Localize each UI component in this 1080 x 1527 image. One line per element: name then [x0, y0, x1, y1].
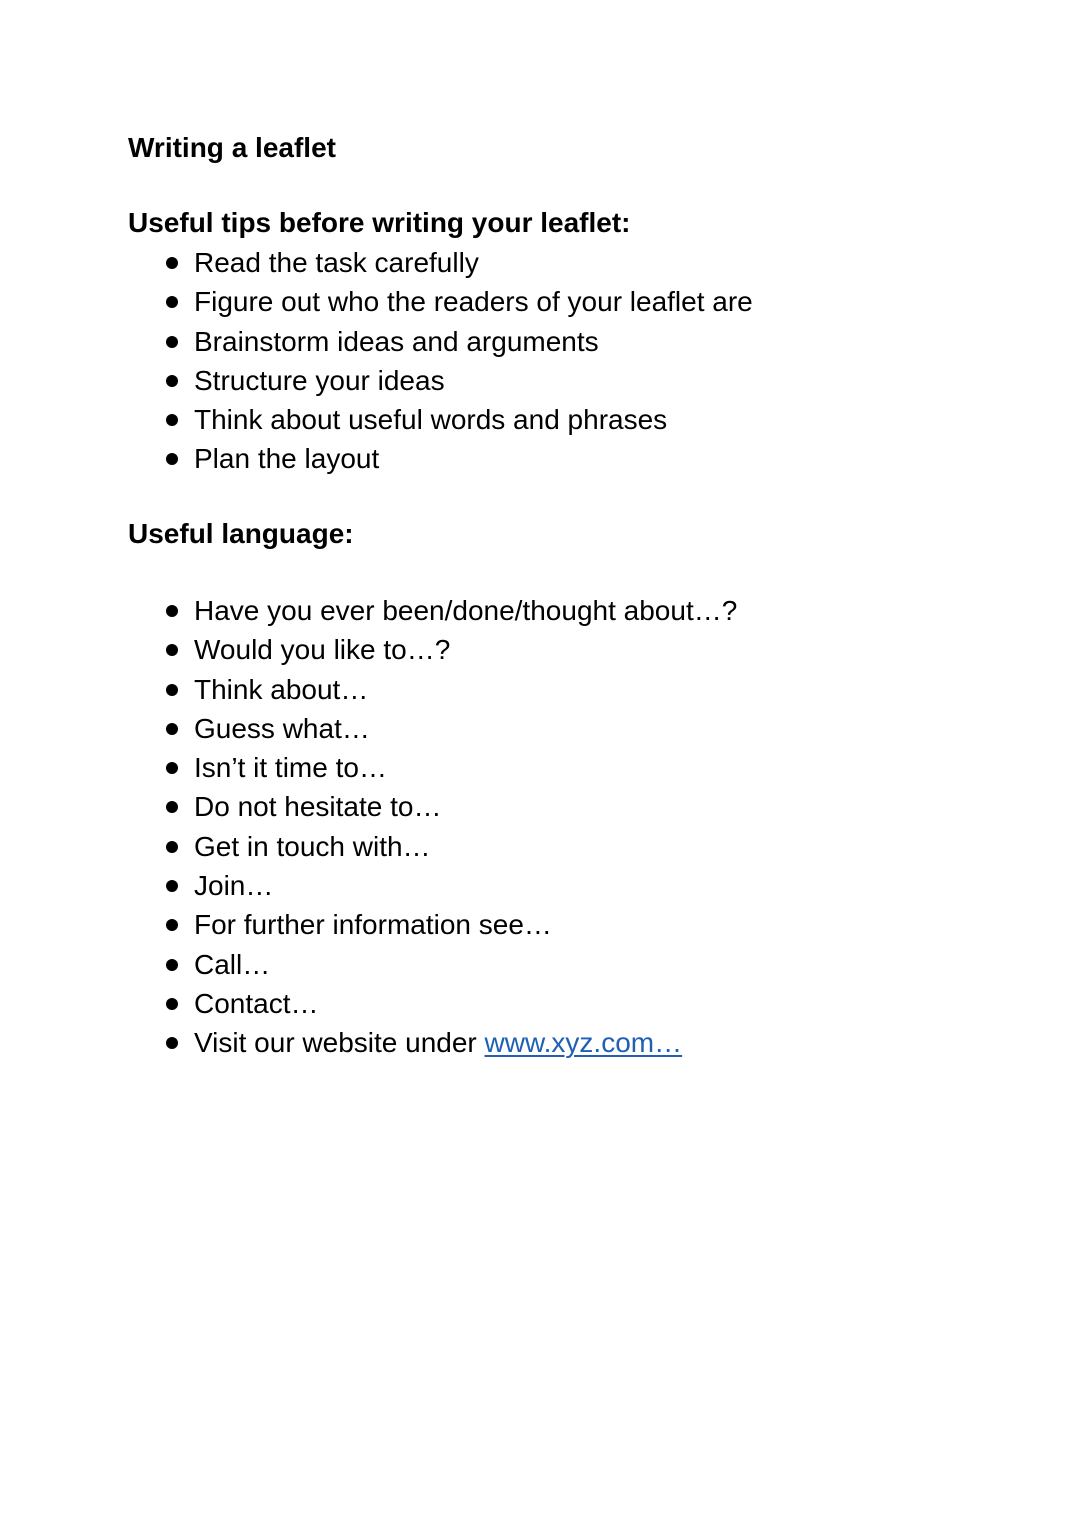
- list-item-text: Think about useful words and phrases: [194, 404, 668, 436]
- list-item-text: Figure out who the readers of your leaflet are: [194, 286, 753, 318]
- bullet-icon: [166, 257, 178, 269]
- list-item-text: Think about…: [194, 673, 369, 705]
- list-item: [158, 243, 753, 282]
- language-heading: Useful language:: [128, 518, 354, 549]
- bullet-icon: [166, 336, 178, 348]
- list-item: [158, 827, 737, 866]
- list-item-text: Visit our website under: [194, 1027, 485, 1059]
- list-item-text: Join…: [194, 870, 274, 902]
- bullet-icon: [166, 414, 178, 426]
- tips-list: [158, 243, 753, 479]
- bullet-icon: [166, 684, 178, 696]
- list-item-text: Call…: [194, 948, 271, 980]
- list-item-text: For further information see…: [194, 909, 552, 941]
- bullet-icon: [166, 762, 178, 774]
- bullet-icon: [166, 998, 178, 1010]
- list-item: [158, 787, 737, 826]
- bullet-icon: [166, 605, 178, 617]
- list-item-text: Contact…: [194, 987, 319, 1019]
- list-item: [158, 984, 737, 1023]
- document-title: Writing a leaflet: [128, 132, 336, 163]
- bullet-icon: [166, 453, 178, 465]
- list-item-text: Isn’t it time to…: [194, 752, 387, 784]
- bullet-icon: [166, 644, 178, 656]
- language-list: [158, 591, 737, 1063]
- list-item: [158, 1023, 737, 1062]
- tips-heading: Useful tips before writing your leaflet:: [128, 207, 631, 238]
- list-item-text: Get in touch with…: [194, 830, 431, 862]
- list-item-text: Would you like to…?: [194, 634, 451, 666]
- bullet-icon: [166, 801, 178, 813]
- list-item: [158, 282, 753, 321]
- list-item-text: Structure your ideas: [194, 364, 445, 396]
- list-item: [158, 361, 753, 400]
- bullet-icon: [166, 959, 178, 971]
- list-item: [158, 670, 737, 709]
- bullet-icon: [166, 1037, 178, 1049]
- list-item: [158, 630, 737, 669]
- bullet-icon: [166, 841, 178, 853]
- bullet-icon: [166, 880, 178, 892]
- list-item: [158, 591, 737, 630]
- list-item: [158, 748, 737, 787]
- list-item: [158, 400, 753, 439]
- list-item: [158, 905, 737, 944]
- list-item: [158, 945, 737, 984]
- list-item-text: Read the task carefully: [194, 247, 479, 278]
- website-link[interactable]: www.xyz.com…: [484, 1027, 683, 1059]
- list-item-text: Brainstorm ideas and arguments: [194, 325, 599, 357]
- list-item-text: Plan the layout: [194, 443, 380, 475]
- bullet-icon: [166, 296, 178, 308]
- list-item-text: Guess what…: [194, 712, 370, 744]
- list-item: [158, 322, 753, 361]
- bullet-icon: [166, 375, 178, 387]
- list-item-text: Do not hesitate to…: [194, 791, 442, 823]
- list-item: [158, 709, 737, 748]
- bullet-icon: [166, 723, 178, 735]
- list-item-text: Have you ever been/done/thought about…?: [194, 595, 738, 626]
- bullet-icon: [166, 919, 178, 931]
- list-item: [158, 439, 753, 478]
- list-item: [158, 866, 737, 905]
